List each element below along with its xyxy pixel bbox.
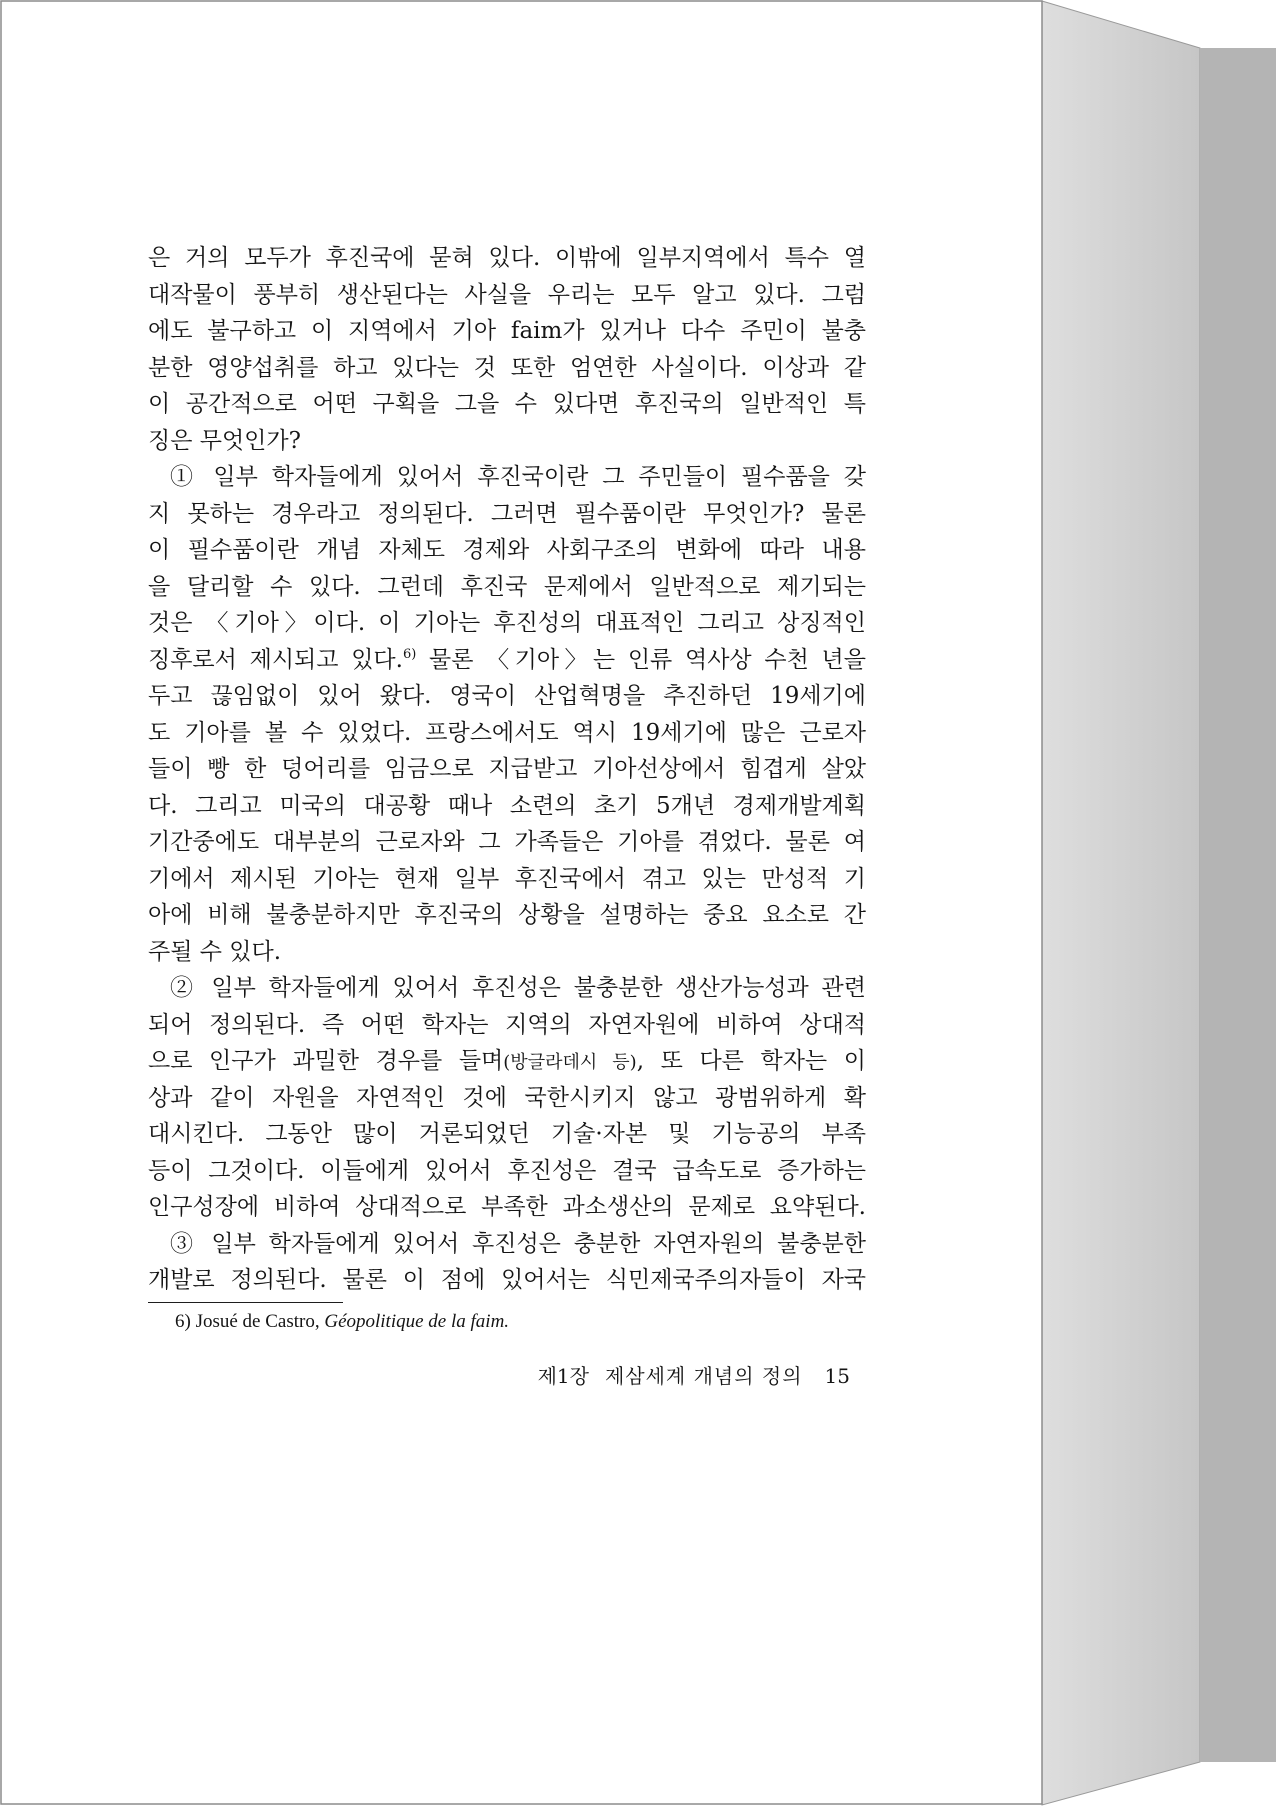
body-line: ③ 일부 학자들에게 있어서 후진성은 충분한 자연자원의 불충분한 <box>170 1230 866 1257</box>
body-line: 상과 같이 자원을 자연적인 것에 국한시키지 않고 광범위하게 확 <box>148 1084 866 1111</box>
body-line <box>148 1043 866 1080</box>
body-line: 인구성장에 비하여 상대적으로 부족한 과소생산의 문제로 요약된다. <box>148 1194 866 1220</box>
footnote-reference: 6) <box>402 646 417 662</box>
body-line: 기간중에도 대부분의 근로자와 그 가족들은 기아를 겪었다. 물론 여 <box>148 829 866 855</box>
body-line: 다. 그리고 미국의 대공황 때나 소련의 초기 5개년 경제개발계획 <box>148 792 866 819</box>
body-line: 등이 그것이다. 이들에게 있어서 후진성은 결국 급속도로 증가하는 <box>148 1157 866 1184</box>
body-text <box>148 240 866 1299</box>
body-line-text: 물론 〈기아〉는 인류 역사상 수천 년을 <box>416 646 866 673</box>
body-line: 을 달리할 수 있다. 그런데 후진국 문제에서 일반적으로 제기되는 <box>148 573 866 600</box>
body-line: ② 일부 학자들에게 있어서 후진성은 불충분한 생산가능성과 관련 <box>170 975 866 1001</box>
body-line: 것은 〈기아〉이다. 이 기아는 후진성의 대표적인 그리고 상징적인 <box>148 610 866 636</box>
body-line: 징은 무엇인가? <box>148 427 301 454</box>
chapter-label: 제1장 <box>537 1364 589 1388</box>
body-line: 지 못하는 경우라고 정의된다. 그러면 필수품이란 무엇인가? 물론 <box>148 500 866 527</box>
body-line: 들이 빵 한 덩어리를 임금으로 지급받고 기아선상에서 힘겹게 살았 <box>148 756 866 782</box>
body-line: 주될 수 있다. <box>148 938 282 965</box>
parenthetical-note: (방글라데시 등) <box>503 1052 637 1073</box>
chapter-title: 제삼세계 개념의 정의 <box>604 1364 803 1388</box>
body-line: 에도 불구하고 이 지역에서 기아 faim가 있거나 다수 주민이 불충 <box>148 318 866 344</box>
body-line: ① 일부 학자들에게 있어서 후진국이란 그 주민들이 필수품을 갖 <box>170 464 866 490</box>
footnote-marker: 6) <box>175 1311 191 1332</box>
body-line: 분한 영양섭취를 하고 있다는 것 또한 엄연한 사실이다. 이상과 같 <box>148 354 866 381</box>
footnote-divider <box>148 1302 343 1303</box>
body-line: 두고 끊임없이 있어 왔다. 영국이 산업혁명을 추진하던 19세기에 <box>148 683 866 709</box>
page-stack-edge <box>1042 1 1200 1805</box>
body-line: 은 거의 모두가 후진국에 묻혀 있다. 이밖에 일부지역에서 특수 열 <box>148 245 866 271</box>
footnote-author: Josué de Castro, <box>195 1311 320 1332</box>
body-line-text: , 또 다른 학자는 이 <box>636 1048 866 1074</box>
body-line-text: 징후로서 제시되고 있다. <box>148 646 403 673</box>
body-line: 개발로 정의된다. 물론 이 점에 있어서는 식민제국주의자들이 자국 <box>148 1267 866 1293</box>
body-line: 이 필수품이란 개념 자체도 경제와 사회구조의 변화에 따라 내용 <box>148 537 866 563</box>
body-line: 이 공간적으로 어떤 구획을 그을 수 있다면 후진국의 일반적인 특 <box>148 391 866 417</box>
body-line <box>148 642 866 679</box>
body-line: 대시킨다. 그동안 많이 거론되었던 기술·자본 및 기능공의 부족 <box>148 1121 866 1147</box>
body-line: 대작물이 풍부히 생산된다는 사실을 우리는 모두 알고 있다. 그럼 <box>148 281 866 308</box>
book-spine-edge <box>1200 48 1276 1762</box>
page-number: 15 <box>824 1364 850 1388</box>
footnote-title: Géopolitique de la faim. <box>324 1311 510 1332</box>
running-footer <box>148 1362 850 1390</box>
body-line: 아에 비해 불충분하지만 후진국의 상황을 설명하는 중요 요소로 간 <box>148 902 866 928</box>
body-line: 도 기아를 볼 수 있었다. 프랑스에서도 역시 19세기에 많은 근로자 <box>148 719 866 746</box>
footnote <box>175 1309 855 1335</box>
body-line: 기에서 제시된 기아는 현재 일부 후진국에서 겪고 있는 만성적 기 <box>148 865 866 892</box>
body-line-text: 으로 인구가 과밀한 경우를 들며 <box>148 1048 504 1074</box>
body-line: 되어 정의된다. 즉 어떤 학자는 지역의 자연자원에 비하여 상대적 <box>148 1011 866 1038</box>
